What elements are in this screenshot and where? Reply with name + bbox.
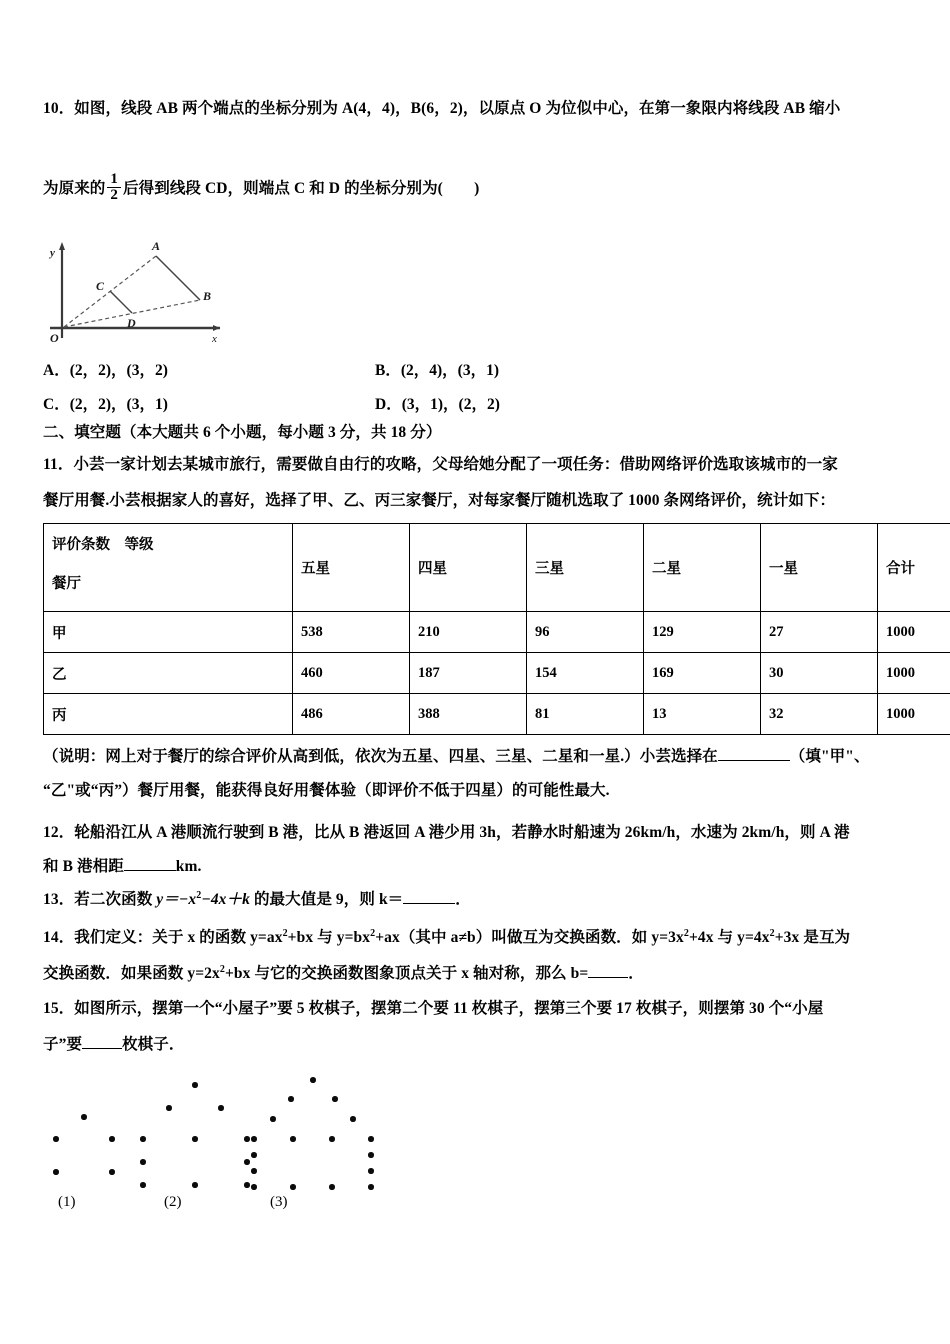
label-origin: O — [50, 331, 59, 345]
q14-l1-c: +ax（其中 a≠b）叫做互为交换函数．如 y=3x — [375, 929, 684, 947]
question-13 — [43, 890, 471, 910]
chess-dot — [109, 1136, 115, 1142]
option-a[interactable] — [43, 358, 168, 380]
chess-dot — [53, 1169, 59, 1175]
q13-middle: 的最大值是 9，则 k＝ — [249, 891, 404, 909]
chess-dot — [251, 1136, 257, 1142]
segment-cd — [110, 291, 132, 313]
header-four-star: 四星 — [410, 524, 527, 612]
q12-line2-prefix: 和 B 港相距 — [43, 858, 124, 875]
header-total: 合计 — [878, 524, 950, 612]
pattern-label-3: (3) — [270, 1194, 288, 1210]
q14-sup-5: 2 — [219, 964, 225, 975]
q15-l2-a: 子”要 — [43, 1036, 83, 1053]
q14-l1-e: +3x 是互为 — [774, 929, 851, 947]
option-b-key: B． — [375, 362, 401, 379]
answer-blank-q15[interactable] — [82, 1048, 122, 1049]
chess-dot — [270, 1116, 276, 1122]
option-b[interactable] — [375, 358, 499, 380]
cell-jia-two: 129 — [644, 612, 761, 653]
cell-jia-total: 1000 — [878, 612, 950, 653]
table-header-row — [44, 524, 950, 612]
cell-jia-one: 27 — [761, 612, 878, 653]
chess-dot — [81, 1114, 87, 1120]
question-14-line-1 — [43, 928, 850, 948]
corner-label-top: 评价条数 等级 — [52, 537, 154, 553]
chess-dot — [368, 1168, 374, 1174]
q10-line2-prefix: 为原来的 — [43, 180, 106, 197]
cell-bing-five: 486 — [293, 694, 410, 735]
question-15-line-2 — [43, 1036, 184, 1055]
q14-sup-4: 2 — [769, 928, 775, 939]
chess-dot — [244, 1159, 250, 1165]
chess-dot — [368, 1136, 374, 1142]
option-c-text: (2，2)，(3，1) — [69, 396, 168, 413]
option-a-text: (2，2)，(3，2) — [69, 362, 168, 379]
table-row — [44, 653, 950, 694]
question-10-figure — [48, 234, 228, 346]
pattern-label-1: (1) — [58, 1194, 76, 1210]
question-11-note-line-1 — [43, 748, 870, 767]
label-axis-y: y — [50, 247, 55, 259]
chess-dot — [192, 1082, 198, 1088]
q11-note-suffix: （填"甲"、 — [789, 748, 870, 765]
header-three-star: 三星 — [527, 524, 644, 612]
table-row — [44, 612, 950, 653]
chess-dot — [140, 1182, 146, 1188]
q14-sup-1: 2 — [282, 928, 288, 939]
row-label-yi: 乙 — [44, 653, 293, 694]
chess-dot — [251, 1168, 257, 1174]
header-five-star: 五星 — [293, 524, 410, 612]
chess-dot — [251, 1184, 257, 1190]
q13-suffix: ． — [455, 891, 471, 909]
chess-dot — [290, 1136, 296, 1142]
cell-jia-five: 538 — [293, 612, 410, 653]
q12-line2-suffix: km. — [175, 858, 202, 875]
q11-note-prefix: （说明：网上对于餐厅的综合评价从高到低，依次为五星、四星、三星、二星和一星.）小芸选择在 — [43, 748, 718, 765]
question-11-line-1: 11．小芸一家计划去某城市旅行，需要做自由行的攻略，父母给她分配了一项任务：借助网络评价选取该城市的一家 — [43, 456, 838, 473]
chess-dot — [192, 1136, 198, 1142]
chess-dot — [244, 1182, 250, 1188]
chess-dot — [332, 1096, 338, 1102]
corner-label-bottom: 餐厅 — [52, 576, 81, 592]
q14-sup-3: 2 — [683, 928, 689, 939]
option-c-key: C． — [43, 396, 70, 413]
option-a-key: A． — [43, 362, 70, 379]
segment-ab — [156, 256, 200, 300]
row-label-bing: 丙 — [44, 694, 293, 735]
q14-l1-a: 14．我们定义：关于 x 的函数 y=ax — [43, 929, 283, 947]
label-point-d: D — [127, 316, 136, 330]
option-d-key: D． — [375, 396, 402, 413]
question-14-line-2 — [43, 964, 644, 984]
option-d[interactable] — [375, 392, 500, 414]
chess-dot — [244, 1136, 250, 1142]
header-two-star: 二星 — [644, 524, 761, 612]
question-11-line-2: 餐厅用餐.小芸根据家人的喜好，选择了甲、乙、丙三家餐厅，对每家餐厅随机选取了 1000 条网络评价，统计如下： — [43, 492, 836, 509]
q14-l2-a: 交换函数．如果函数 y=2x — [43, 965, 220, 983]
chess-dot — [310, 1077, 316, 1083]
chess-dot — [140, 1136, 146, 1142]
chess-dot — [290, 1184, 296, 1190]
chess-dot — [368, 1152, 374, 1158]
cell-bing-four: 388 — [410, 694, 527, 735]
q13-prefix: 13．若二次函数 — [43, 891, 157, 909]
q14-l2-c: ． — [628, 965, 644, 983]
table-corner-cell — [44, 524, 293, 612]
cell-yi-three: 154 — [527, 653, 644, 694]
row-label-jia: 甲 — [44, 612, 293, 653]
fraction-one-half — [107, 172, 121, 204]
cell-jia-four: 210 — [410, 612, 527, 653]
chess-dot — [251, 1152, 257, 1158]
answer-blank-q11[interactable] — [718, 760, 790, 761]
cell-bing-total: 1000 — [878, 694, 950, 735]
label-axis-x: x — [212, 333, 217, 345]
restaurant-rating-table — [43, 523, 950, 735]
q13-equation-part-2: −4x＋k — [201, 891, 250, 909]
header-one-star: 一星 — [761, 524, 878, 612]
question-15-figure — [40, 1066, 370, 1211]
option-d-text: (3，1)，(2，2) — [401, 396, 500, 413]
chess-dot — [368, 1184, 374, 1190]
option-c[interactable] — [43, 392, 168, 414]
chess-dot — [166, 1105, 172, 1111]
q14-l1-d: +4x 与 y=4x — [688, 929, 770, 947]
cell-yi-two: 169 — [644, 653, 761, 694]
cell-bing-one: 32 — [761, 694, 878, 735]
cell-jia-three: 96 — [527, 612, 644, 653]
q14-sup-2: 2 — [370, 928, 376, 939]
cell-yi-total: 1000 — [878, 653, 950, 694]
q13-exponent: 2 — [196, 890, 202, 901]
label-point-a: A — [152, 239, 161, 253]
chess-dot — [140, 1159, 146, 1165]
answer-blank-q12[interactable] — [124, 870, 176, 871]
question-11-note-line-2: “乙"或“丙”）餐厅用餐，能获得良好用餐体验（即评价不低于四星）的可能性最大. — [43, 782, 610, 799]
label-point-b: B — [203, 289, 212, 303]
x-axis-arrow — [213, 325, 220, 331]
question-12-line-2 — [43, 858, 202, 877]
section-2-heading: 二、填空题（本大题共 6 个小题，每小题 3 分，共 18 分） — [43, 424, 442, 441]
y-axis-arrow — [59, 242, 65, 250]
option-b-text: (2，4)，(3，1) — [400, 362, 499, 379]
answer-blank-q13[interactable] — [403, 903, 455, 904]
cell-yi-four: 187 — [410, 653, 527, 694]
chess-dot — [329, 1136, 335, 1142]
chess-dot — [350, 1116, 356, 1122]
question-10-line-2 — [43, 172, 479, 204]
chess-dot — [288, 1096, 294, 1102]
q14-l2-b: +bx 与它的交换函数图象顶点关于 x 轴对称，那么 b= — [224, 965, 589, 983]
q13-equation-part-1: y＝−x — [156, 891, 197, 909]
fraction-denominator: 2 — [107, 187, 121, 203]
cell-bing-two: 13 — [644, 694, 761, 735]
chess-dot — [329, 1184, 335, 1190]
label-point-c: C — [96, 279, 105, 293]
question-15-line-1: 15．如图所示，摆第一个“小屋子”要 5 枚棋子，摆第二个要 11 枚棋子，摆第三个要 17 枚棋子，则摆第 30 个“小屋 — [43, 1000, 824, 1017]
chess-dot — [109, 1169, 115, 1175]
pattern-label-2: (2) — [164, 1194, 182, 1210]
fraction-numerator: 1 — [110, 171, 119, 187]
q14-l1-b: +bx 与 y=bx — [287, 929, 371, 947]
q15-l2-b: 枚棋子． — [122, 1036, 185, 1053]
question-12-line-1: 12．轮船沿江从 A 港顺流行驶到 B 港，比从 B 港返回 A 港少用 3h，若静水时船速为 26km/h，水速为 2km/h，则 A 港 — [43, 824, 850, 841]
chess-dot — [53, 1136, 59, 1142]
cell-yi-one: 30 — [761, 653, 878, 694]
q10-line2-suffix: 后得到线段 CD，则端点 C 和 D 的坐标分别为( ) — [123, 180, 480, 197]
cell-yi-five: 460 — [293, 653, 410, 694]
similar-figure-svg — [48, 234, 228, 346]
table-row — [44, 694, 950, 735]
chess-dot — [192, 1182, 198, 1188]
cell-bing-three: 81 — [527, 694, 644, 735]
chess-dot — [218, 1105, 224, 1111]
answer-blank-q14[interactable] — [588, 977, 628, 978]
question-10-line-1: 10．如图，线段 AB 两个端点的坐标分别为 A(4，4)，B(6，2)，以原点 O 为位似中心，在第一象限内将线段 AB 缩小 — [43, 100, 841, 117]
